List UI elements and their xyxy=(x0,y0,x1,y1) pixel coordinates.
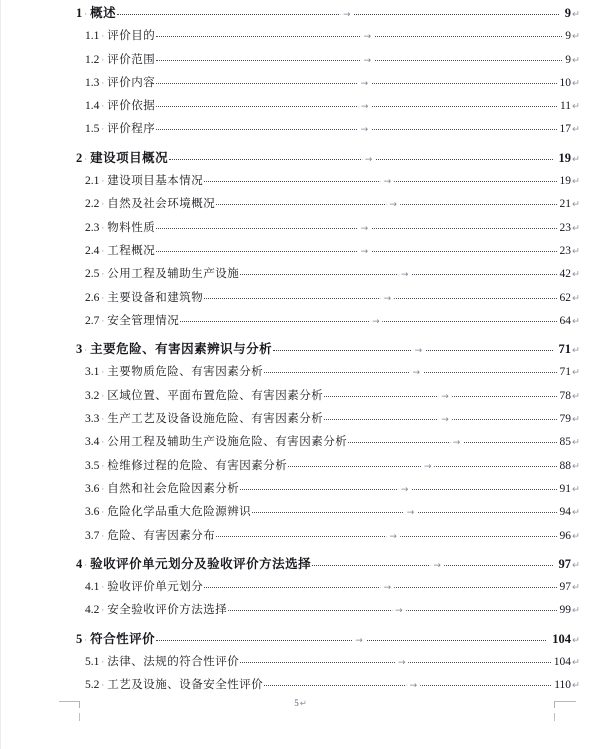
space-mark: · xyxy=(84,154,88,165)
entry-title: 法律、法规的符合性评价 xyxy=(107,656,240,669)
entry-page-number: 79 xyxy=(559,413,572,426)
footer-page-number: 5 xyxy=(294,698,299,708)
toc-entry-5-26[interactable] xyxy=(1,628,600,651)
entry-number: 2.2 xyxy=(85,198,100,211)
toc-entry-1-4-4[interactable] xyxy=(1,95,600,118)
space-mark: · xyxy=(101,125,105,136)
crop-mark-right-tick xyxy=(554,713,555,721)
table-of-contents xyxy=(1,2,600,698)
entry-number: 3.6 xyxy=(85,482,100,495)
space-mark: · xyxy=(101,316,105,327)
toc-entry-5-2-28[interactable] xyxy=(1,674,600,697)
paragraph-mark-icon: ↵ xyxy=(572,460,580,472)
entry-number: 4.2 xyxy=(85,604,100,617)
entry-number: 2.6 xyxy=(85,291,100,304)
tab-mark-icon: → xyxy=(392,607,406,616)
space-mark: · xyxy=(101,583,105,594)
tab-mark-icon: → xyxy=(358,225,372,234)
paragraph-mark-icon: ↵ xyxy=(572,559,580,571)
space-mark: · xyxy=(101,391,105,402)
dot-leader xyxy=(156,55,562,66)
entry-page-number: 97 xyxy=(558,556,572,571)
entry-number: 2 xyxy=(76,150,83,165)
entry-title: 危险、有害因素分布 xyxy=(107,529,216,542)
toc-entry-1-1-1[interactable] xyxy=(1,25,600,48)
entry-number: 3 xyxy=(76,342,83,357)
tab-mark-icon: → xyxy=(404,509,418,518)
entry-title: 验收评价单元划分及验收评价方法选择 xyxy=(90,556,312,571)
space-mark: · xyxy=(84,10,88,20)
entry-page-number: 19 xyxy=(559,175,572,188)
entry-page-number: 9 xyxy=(565,53,572,66)
dot-leader xyxy=(156,78,556,89)
tab-mark-icon: → xyxy=(340,11,354,20)
entry-number: 3.7 xyxy=(85,529,100,542)
entry-title: 物料性质 xyxy=(107,221,156,234)
paragraph-mark-icon: ↵ xyxy=(572,124,580,136)
paragraph-mark-icon: ↵ xyxy=(299,699,307,709)
entry-page-number: 11 xyxy=(559,100,572,113)
space-mark: · xyxy=(101,78,105,89)
entry-page-number: 85 xyxy=(559,436,572,449)
tab-mark-icon: → xyxy=(361,33,375,42)
paragraph-mark-icon: ↵ xyxy=(572,605,580,617)
toc-entry-4-23[interactable] xyxy=(1,553,600,576)
tab-mark-icon: → xyxy=(409,369,423,378)
tab-mark-icon: → xyxy=(358,248,372,257)
entry-title: 建设项目概况 xyxy=(90,150,169,165)
dot-leader xyxy=(240,270,556,281)
paragraph-mark-icon: ↵ xyxy=(572,54,580,66)
entry-page-number: 97 xyxy=(559,581,572,594)
space-mark: · xyxy=(101,270,105,281)
entry-title: 建设项目基本情况 xyxy=(107,175,204,188)
tab-mark-icon: → xyxy=(450,439,464,448)
entry-number: 5 xyxy=(76,631,83,646)
entry-number: 4.1 xyxy=(85,581,100,594)
tab-mark-icon: → xyxy=(369,318,383,327)
space-mark: · xyxy=(101,461,105,472)
entry-number: 2.3 xyxy=(85,221,100,234)
space-mark: · xyxy=(84,346,88,357)
toc-entry-3-14[interactable] xyxy=(1,338,600,361)
entry-number: 3.6 xyxy=(85,506,100,519)
entry-number: 1 xyxy=(76,6,83,20)
toc-entry-3-7-22[interactable] xyxy=(1,525,600,548)
tab-mark-icon: → xyxy=(430,562,444,571)
toc-entry-1-0[interactable] xyxy=(1,2,600,25)
paragraph-mark-icon: ↵ xyxy=(572,390,580,402)
entry-title: 评价程序 xyxy=(107,123,156,136)
entry-number: 3.4 xyxy=(85,436,100,449)
paragraph-mark-icon: ↵ xyxy=(572,77,580,89)
toc-entry-3-4-18[interactable] xyxy=(1,431,600,454)
entry-number: 1.4 xyxy=(85,100,100,113)
dot-leader xyxy=(156,125,556,136)
paragraph-mark-icon: ↵ xyxy=(572,657,580,669)
entry-title: 自然及社会环境概况 xyxy=(107,198,216,211)
entry-number: 4 xyxy=(76,556,83,571)
dot-leader xyxy=(156,102,557,113)
entry-page-number: 104 xyxy=(552,631,572,646)
entry-number: 1.5 xyxy=(85,123,100,136)
tab-mark-icon: → xyxy=(407,682,421,691)
entry-page-number: 96 xyxy=(559,529,572,542)
entry-number: 2.4 xyxy=(85,244,100,257)
space-mark: · xyxy=(101,102,105,113)
space-mark: · xyxy=(101,32,105,43)
tab-mark-icon: → xyxy=(421,463,435,472)
space-mark: · xyxy=(84,635,88,646)
page-footer xyxy=(1,699,600,709)
toc-entry-4-1-24[interactable] xyxy=(1,576,600,599)
paragraph-mark-icon: ↵ xyxy=(572,680,580,692)
tab-mark-icon: → xyxy=(386,201,400,210)
toc-entry-3-6-21[interactable] xyxy=(1,501,600,524)
paragraph-mark-icon: ↵ xyxy=(572,222,580,234)
entry-title: 公用工程及辅助生产设施危险、有害因素分析 xyxy=(107,436,348,449)
toc-entry-5-1-27[interactable] xyxy=(1,651,600,674)
tab-mark-icon: → xyxy=(381,584,395,593)
dot-leader xyxy=(228,606,556,617)
tab-mark-icon: → xyxy=(438,416,452,425)
toc-entry-2-6[interactable] xyxy=(1,147,600,170)
toc-entry-2-3-9[interactable] xyxy=(1,217,600,240)
paragraph-mark-icon: ↵ xyxy=(572,315,580,327)
paragraph-mark-icon: ↵ xyxy=(572,507,580,519)
paragraph-mark-icon: ↵ xyxy=(572,9,580,20)
entry-title: 主要危险、有害因素辨识与分析 xyxy=(90,342,273,357)
entry-page-number: 104 xyxy=(553,656,572,669)
entry-title: 主要设备和建筑物 xyxy=(107,291,204,304)
space-mark: · xyxy=(101,438,105,449)
entry-title: 工艺及设施、设备安全性评价 xyxy=(107,679,264,692)
tab-mark-icon: → xyxy=(381,178,395,187)
dot-leader xyxy=(156,32,562,43)
toc-entry-2-1-7[interactable] xyxy=(1,170,600,193)
entry-number: 2.5 xyxy=(85,268,100,281)
paragraph-mark-icon: ↵ xyxy=(572,269,580,281)
paragraph-mark-icon: ↵ xyxy=(572,245,580,257)
dot-leader xyxy=(169,154,552,165)
entry-title: 生产工艺及设备设施危险、有害因素分析 xyxy=(107,413,324,426)
entry-page-number: 94 xyxy=(559,506,572,519)
dot-leader xyxy=(264,681,551,692)
paragraph-mark-icon: ↵ xyxy=(572,153,580,165)
toc-entry-1-5-5[interactable] xyxy=(1,118,600,141)
entry-number: 3.3 xyxy=(85,413,100,426)
space-mark: · xyxy=(101,177,105,188)
entry-page-number: 110 xyxy=(554,679,572,692)
entry-number: 1.1 xyxy=(85,30,100,43)
entry-title: 概述 xyxy=(90,6,117,20)
dot-leader xyxy=(264,368,556,379)
tab-mark-icon: → xyxy=(398,271,412,280)
entry-title: 工程概况 xyxy=(107,244,156,257)
space-mark: · xyxy=(101,200,105,211)
paragraph-mark-icon: ↵ xyxy=(572,414,580,426)
dot-leader xyxy=(156,246,556,257)
entry-page-number: 10 xyxy=(559,76,572,89)
toc-entry-3-2-16[interactable] xyxy=(1,385,600,408)
tab-mark-icon: → xyxy=(352,637,366,646)
toc-entry-3-5-19[interactable] xyxy=(1,455,600,478)
crop-mark-left xyxy=(59,701,80,708)
toc-entry-1-3-3[interactable] xyxy=(1,72,600,95)
entry-page-number: 19 xyxy=(558,150,572,165)
toc-entry-2-6-12[interactable] xyxy=(1,287,600,310)
paragraph-mark-icon: ↵ xyxy=(572,31,580,43)
dot-leader xyxy=(156,635,546,646)
space-mark: · xyxy=(101,415,105,426)
entry-page-number: 42 xyxy=(559,268,572,281)
entry-title: 评价依据 xyxy=(107,100,156,113)
entry-title: 安全管理情况 xyxy=(107,314,180,327)
dot-leader xyxy=(204,583,556,594)
dot-leader xyxy=(288,461,556,472)
paragraph-mark-icon: ↵ xyxy=(572,530,580,542)
paragraph-mark-icon: ↵ xyxy=(572,345,580,357)
paragraph-mark-icon: ↵ xyxy=(572,483,580,495)
entry-page-number: 17 xyxy=(559,123,572,136)
entry-page-number: 71 xyxy=(559,366,572,379)
dot-leader xyxy=(324,415,556,426)
paragraph-mark-icon: ↵ xyxy=(572,199,580,211)
toc-entry-3-3-17[interactable] xyxy=(1,408,600,431)
crop-mark-left-tick xyxy=(79,713,80,721)
entry-page-number: 71 xyxy=(558,342,572,357)
tab-mark-icon: → xyxy=(358,126,372,135)
toc-entry-1-2-2[interactable] xyxy=(1,49,600,72)
dot-leader xyxy=(240,484,556,495)
entry-number: 3.5 xyxy=(85,459,100,472)
tab-mark-icon: → xyxy=(412,347,426,356)
dot-leader xyxy=(240,658,551,669)
dot-leader xyxy=(180,316,556,327)
space-mark: · xyxy=(84,560,88,571)
toc-entry-4-2-25[interactable] xyxy=(1,599,600,622)
tab-mark-icon: → xyxy=(398,486,412,495)
tab-mark-icon: → xyxy=(362,156,376,165)
space-mark: · xyxy=(101,658,105,669)
entry-number: 2.7 xyxy=(85,314,100,327)
dot-leader xyxy=(324,391,556,402)
toc-entry-3-6-20[interactable] xyxy=(1,478,600,501)
crop-mark-right xyxy=(554,701,576,708)
space-mark: · xyxy=(101,223,105,234)
entry-title: 危险化学品重大危险源辨识 xyxy=(107,506,252,519)
entry-number: 3.1 xyxy=(85,366,100,379)
toc-entry-3-1-15[interactable] xyxy=(1,361,600,384)
entry-title: 评价目的 xyxy=(107,30,156,43)
entry-title: 主要物质危险、有害因素分析 xyxy=(107,366,264,379)
dot-leader xyxy=(204,293,556,304)
entry-title: 自然和社会危险因素分析 xyxy=(107,482,240,495)
toc-entry-2-5-11[interactable] xyxy=(1,263,600,286)
entry-number: 5.2 xyxy=(85,679,100,692)
entry-page-number: 78 xyxy=(559,389,572,402)
paragraph-mark-icon: ↵ xyxy=(572,101,580,113)
entry-number: 5.1 xyxy=(85,656,100,669)
entry-page-number: 99 xyxy=(559,604,572,617)
toc-entry-2-4-10[interactable] xyxy=(1,240,600,263)
entry-title: 评价内容 xyxy=(107,76,156,89)
entry-title: 区域位置、平面布置危险、有害因素分析 xyxy=(107,389,324,402)
space-mark: · xyxy=(101,246,105,257)
tab-mark-icon: → xyxy=(438,393,452,402)
entry-page-number: 23 xyxy=(559,221,572,234)
dot-leader xyxy=(348,438,556,449)
space-mark: · xyxy=(101,508,105,519)
tab-mark-icon: → xyxy=(361,57,375,66)
space-mark: · xyxy=(101,293,105,304)
entry-number: 1.2 xyxy=(85,53,100,66)
entry-title: 符合性评价 xyxy=(90,631,156,646)
dot-leader xyxy=(216,531,556,542)
tab-mark-icon: → xyxy=(395,659,409,668)
tab-mark-icon: → xyxy=(386,533,400,542)
entry-page-number: 88 xyxy=(559,459,572,472)
entry-page-number: 9 xyxy=(565,30,572,43)
entry-page-number: 9 xyxy=(564,6,572,20)
paragraph-mark-icon: ↵ xyxy=(572,176,580,188)
entry-title: 安全验收评价方法选择 xyxy=(107,604,228,617)
toc-entry-2-7-13[interactable] xyxy=(1,310,600,333)
entry-title: 验收评价单元划分 xyxy=(107,581,204,594)
paragraph-mark-icon: ↵ xyxy=(572,437,580,449)
dot-leader xyxy=(216,200,556,211)
entry-title: 检维修过程的危险、有害因素分析 xyxy=(107,459,288,472)
dot-leader xyxy=(312,560,552,571)
entry-page-number: 91 xyxy=(559,482,572,495)
space-mark: · xyxy=(101,55,105,66)
toc-entry-2-2-8[interactable] xyxy=(1,193,600,216)
entry-page-number: 62 xyxy=(559,291,572,304)
entry-title: 公用工程及辅助生产设施 xyxy=(107,268,240,281)
paragraph-mark-icon: ↵ xyxy=(572,292,580,304)
dot-leader xyxy=(252,508,556,519)
entry-page-number: 23 xyxy=(559,244,572,257)
space-mark: · xyxy=(101,531,105,542)
paragraph-mark-icon: ↵ xyxy=(572,367,580,379)
dot-leader xyxy=(204,177,556,188)
entry-title: 评价范围 xyxy=(107,53,156,66)
paragraph-mark-icon: ↵ xyxy=(572,634,580,646)
tab-mark-icon: → xyxy=(358,103,372,112)
dot-leader xyxy=(117,10,559,20)
tab-mark-icon: → xyxy=(381,295,395,304)
paragraph-mark-icon: ↵ xyxy=(572,582,580,594)
space-mark: · xyxy=(101,484,105,495)
dot-leader xyxy=(273,346,552,357)
entry-page-number: 64 xyxy=(559,314,572,327)
dot-leader xyxy=(156,223,556,234)
space-mark: · xyxy=(101,606,105,617)
space-mark: · xyxy=(101,681,105,692)
tab-mark-icon: → xyxy=(358,80,372,89)
entry-number: 3.2 xyxy=(85,389,100,402)
entry-number: 1.3 xyxy=(85,76,100,89)
entry-page-number: 21 xyxy=(559,198,572,211)
space-mark: · xyxy=(101,368,105,379)
entry-number: 2.1 xyxy=(85,175,100,188)
